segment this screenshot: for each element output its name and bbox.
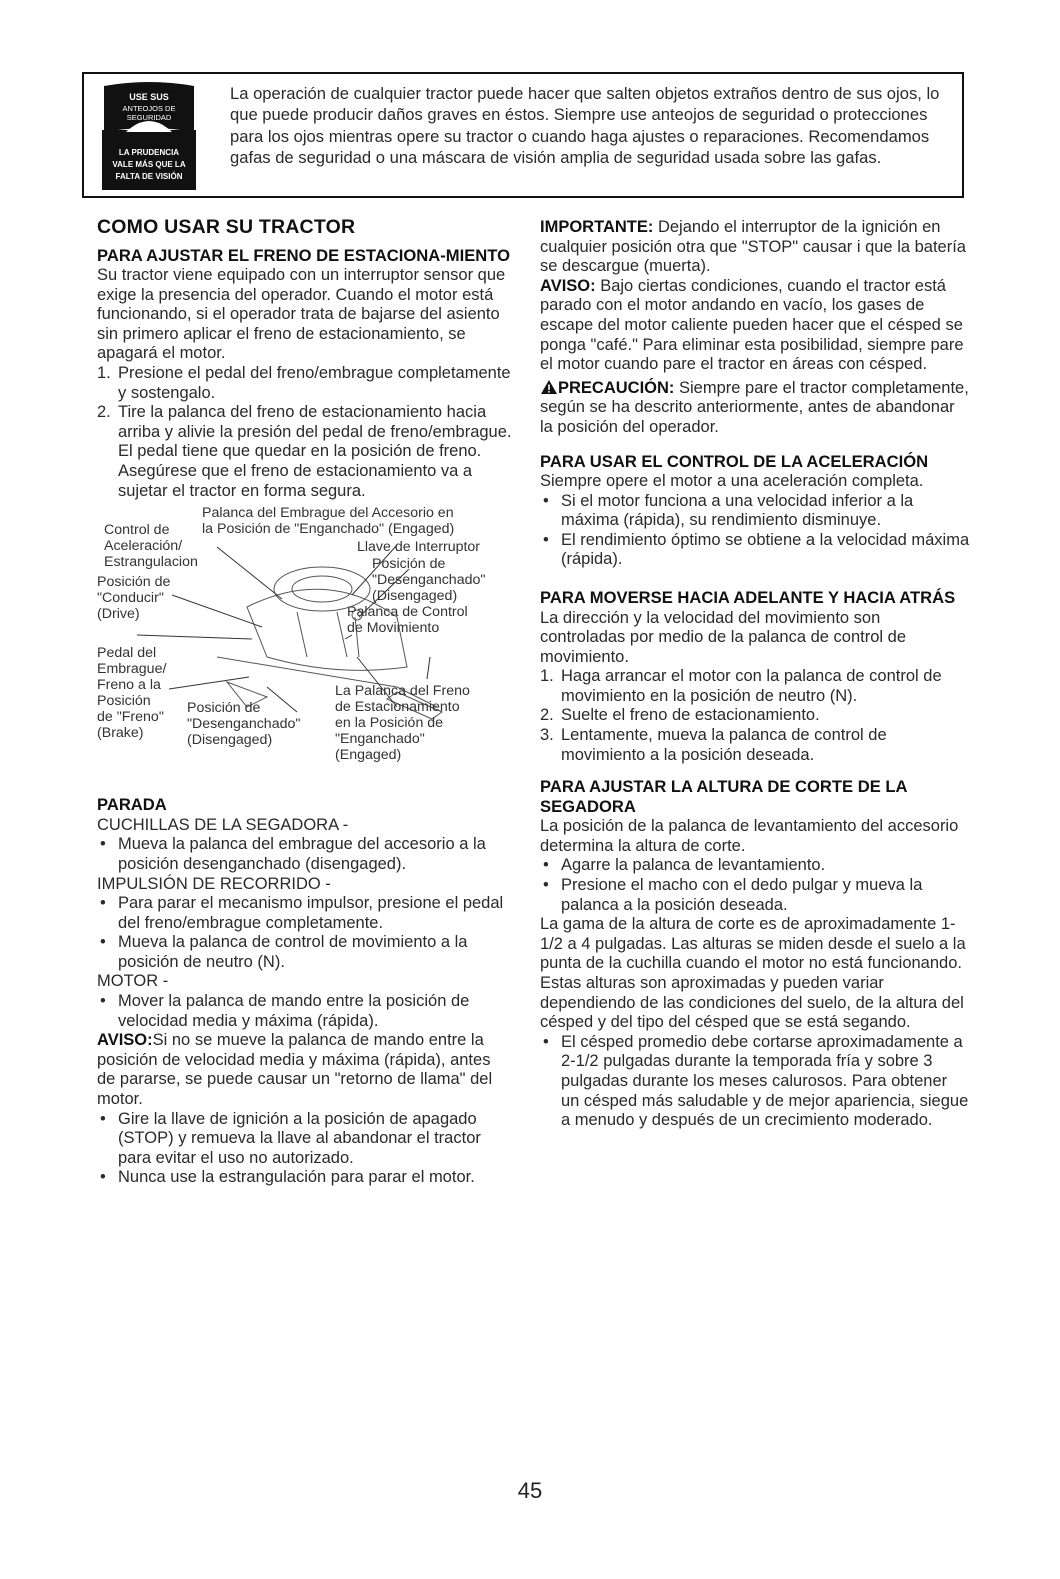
svg-text:USE SUS: USE SUS	[129, 92, 169, 102]
engine-label: MOTOR -	[97, 972, 169, 991]
list-item: • Mueva la palanca del embrague del accesorio a la posición desenganchado (disengaged).	[100, 835, 486, 873]
cutting-height-list	[540, 856, 970, 915]
throttle-heading: PARA USAR EL CONTROL DE LA ACELERACIÓN	[540, 451, 929, 471]
left-column	[97, 214, 513, 1188]
blades-list	[97, 835, 513, 874]
stop-heading: PARADA	[97, 795, 167, 815]
engine-list	[97, 992, 513, 1031]
label-motion-control-lever: Palanca de Control de Movimiento	[347, 604, 468, 637]
motion-intro: La dirección y la velocidad del movimiento son controladas por medio de la palanca de control de movimiento.	[540, 608, 906, 666]
motion-heading: PARA MOVERSE HACIA ADELANTE Y HACIA ATRÁS	[540, 588, 956, 607]
parking-brake-heading: PARA AJUSTAR EL FRENO DE ESTACIONA-MIENTO	[97, 245, 511, 265]
svg-text:VALE MÁS QUE LA: VALE MÁS QUE LA	[112, 160, 186, 169]
throttle-list	[540, 492, 970, 570]
parking-brake-steps	[97, 364, 513, 501]
list-item: 2. Tire la palanca del freno de estacionamiento hacia arriba y alivie la presión del pedal de freno/embrague. El pedal tiene que quedar en la posición de freno. Asegúrese que el freno de estacionamiento va a sujetar el tractor en forma segura.	[97, 403, 512, 500]
warning-triangle-icon	[540, 379, 558, 395]
safety-glasses-icon	[96, 80, 202, 192]
cutting-height-heading: PARA AJUSTAR LA ALTURA DE CORTE DE LA SEGADORA	[540, 777, 907, 816]
label-parking-brake-lever: La Palanca del Freno de Estacionamiento en la Posición de "Enganchado" (Engaged)	[335, 683, 470, 764]
throttle-intro: Siempre opere el motor a una aceleración completa.	[540, 472, 924, 491]
list-item: 1. Presione el pedal del freno/embrague completamente y sostengalo.	[97, 364, 511, 402]
list-item: • Nunca use la estrangulación para parar el motor.	[100, 1168, 475, 1187]
importante-note: IMPORTANTE: Dejando el interruptor de la ignición en cualquier posición otra que "STOP" causar i que la batería se descargue (muerta).	[540, 218, 966, 276]
drive-list	[97, 894, 513, 972]
list-item: • El césped promedio debe cortarse aproximadamente a 2-1/2 pulgadas durante la temporada fría y sobre 3 pulgadas durante los meses calurosos. Para obtener un césped más saludable y de mejor apariencia, siegue a menudo y después de un crecimiento moderado.	[543, 1032, 969, 1130]
right-column	[540, 214, 970, 1131]
label-disengaged-position-bottom: Posición de "Desenganchado" (Disengaged)	[187, 700, 301, 749]
blades-label: CUCHILLAS DE LA SEGADORA -	[97, 815, 349, 834]
engine-aviso: AVISO:Si no se mueve la palanca de mando entre la posición de velocidad media y máxima (rápida), antes de pararse, se puede causar un "retorno de llama" del motor.	[97, 1031, 493, 1109]
parking-brake-intro: Su tractor viene equipado con un interruptor sensor que exige la presencia del operador. Cuando el motor está funcionando, si el operador trata de bajarse del asiento sin primero aplicar el freno de estacionamiento, se apagará el motor.	[97, 266, 506, 363]
list-item: • Agarre la palanca de levantamiento.	[543, 856, 826, 875]
tractor-controls-figure	[97, 507, 513, 787]
page-number: 45	[517, 1478, 543, 1503]
list-item: 1. Haga arrancar el motor con la palanca de control de movimiento en la posición de neutro (N).	[540, 667, 942, 705]
svg-text:FALTA DE VISIÓN: FALTA DE VISIÓN	[115, 172, 183, 181]
list-item: • Si el motor funciona a una velocidad inferior a la máxima (rápida), su rendimiento disminuye.	[543, 491, 914, 530]
svg-text:LA PRUDENCIA: LA PRUDENCIA	[118, 148, 180, 157]
list-item: • El rendimiento óptimo se obtiene a la velocidad máxima (rápida).	[543, 530, 970, 569]
list-item: 2. Suelte el freno de estacionamiento.	[540, 706, 820, 725]
list-item: • Gire la llave de ignición a la posición de apagado (STOP) y remueva la llave al abandonar el tractor para evitar el uso no autorizado.	[100, 1109, 481, 1167]
list-item: • Mover la palanca de mando entre la posición de velocidad media y máxima (rápida).	[100, 992, 470, 1030]
cutting-height-range: La gama de la altura de corte es de aproximadamente 1-1/2 a 4 pulgadas. Las alturas se miden desde el suelo a la punta de la cuchilla cuando el motor no está funcionando. Estas alturas son aproximadas y pueden variar dependiendo de las condiciones del suelo, de la altura del césped y del tipo del césped que se está segando.	[540, 915, 966, 1032]
motion-steps	[540, 667, 970, 765]
list-item: 3. Lentamente, mueva la palanca de control de movimiento a la posición deseada.	[540, 726, 887, 764]
section-title: COMO USAR SU TRACTOR	[97, 216, 356, 238]
label-disengaged-position-top: Posición de "Desenganchado" (Disengaged)	[372, 556, 486, 605]
safety-warning-box	[82, 72, 964, 198]
label-ignition-key: Llave de Interruptor	[357, 539, 481, 556]
label-clutch-brake-pedal: Pedal del Embrague/ Freno a la Posición de "Freno" (Brake)	[97, 645, 167, 742]
safety-warning-text: La operación de cualquier tractor puede hacer que salten objetos extraños dentro de sus ojos, lo que puede producir daños graves en éstos. Siempre use anteojos de seguridad o protecciones para los ojos mientras opere su tractor o cuando haga ajustes o reparaciones. Recomendamos gafas de seguridad o una máscara de visión amplia de seguridad usada sobre las gafas.	[230, 84, 940, 168]
aviso-note: AVISO: Bajo ciertas condiciones, cuando el tractor está parado con el motor andando en vacío, los gases de escape del motor caliente pueden hacer que el césped se ponga "café." Para eliminar esta posibilidad, siempre pare el motor cuando pare el tractor en áreas con césped.	[540, 276, 964, 374]
list-item: • Para parar el mecanismo impulsor, presione el pedal del freno/embrague completamente.	[100, 894, 504, 932]
precaucion-note: PRECAUCIÓN: Siempre pare el tractor completamente, según se ha descrito anteriormente, antes de abandonar la posición del operador.	[540, 378, 969, 436]
cutting-height-list-2	[540, 1033, 970, 1131]
svg-text:ANTEOJOS DE: ANTEOJOS DE	[122, 104, 176, 113]
label-throttle-control: Control de Aceleración/ Estrangulacion	[104, 522, 198, 571]
svg-text:SEGURIDAD: SEGURIDAD	[126, 113, 172, 122]
engine-list-2	[97, 1110, 513, 1188]
label-pto-lever: Palanca del Embrague del Accesorio en la Posición de "Enganchado" (Engaged)	[202, 505, 455, 538]
cutting-height-intro: La posición de la palanca de levantamiento del accesorio determina la altura de corte.	[540, 817, 959, 855]
list-item: • Mueva la palanca de control de movimiento a la posición de neutro (N).	[100, 933, 468, 971]
label-drive-position: Posición de "Conducir" (Drive)	[97, 574, 171, 623]
list-item: • Presione el macho con el dedo pulgar y mueva la palanca a la posición deseada.	[543, 876, 923, 914]
drive-label: IMPULSIÓN DE RECORRIDO -	[97, 874, 331, 893]
